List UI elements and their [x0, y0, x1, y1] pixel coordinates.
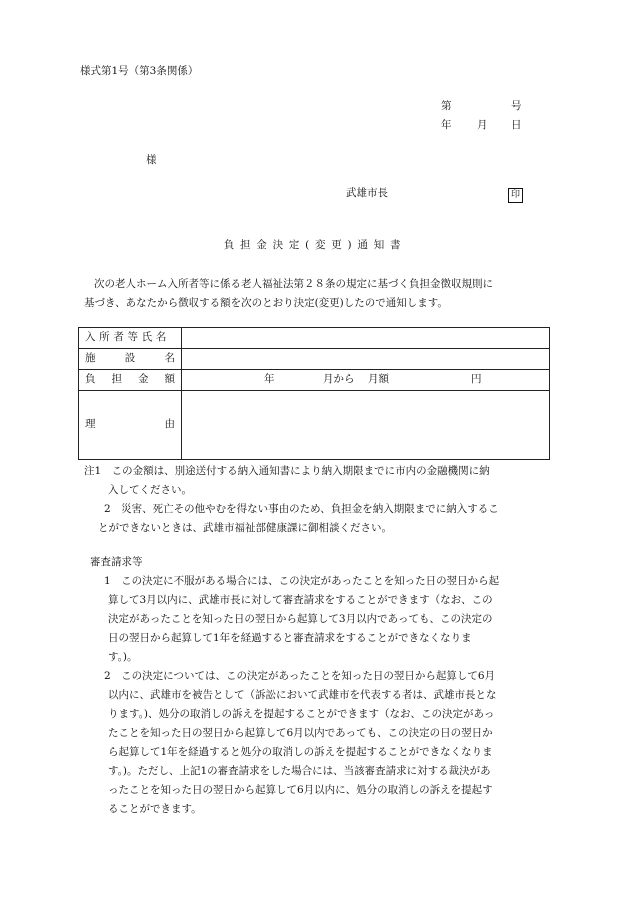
- amount-month-from: 月から: [323, 373, 355, 385]
- form-number: 様式第1号（第3条関係）: [80, 65, 199, 77]
- review-line: ることができます。: [108, 803, 202, 815]
- date-year-label: 年: [441, 119, 452, 131]
- number-label-suffix: 号: [511, 100, 522, 112]
- note-line: 入してください。: [108, 484, 192, 496]
- review-line: ら起算して1年を経過すると処分の取消しの訴えを提起することができなくなりま: [108, 746, 493, 758]
- notes-section: [84, 462, 554, 538]
- resident-name-value[interactable]: [182, 328, 550, 349]
- review-line: 算して3月以内に、武雄市長に対して審査請求をすることができます（なお、この: [108, 594, 493, 606]
- amount-label: 負 担 金 額: [79, 370, 182, 391]
- issuer-name: 武雄市長: [346, 187, 388, 199]
- review-line: 以内に、武雄市を被告として（訴訟において武雄市を代表する者は、武雄市長とな: [108, 689, 497, 701]
- resident-name-label: 入所者等氏名: [79, 328, 182, 349]
- review-line: す。)。ただし、上記1の審査請求をした場合には、当該審査請求に対する裁決があ: [108, 765, 491, 777]
- table-row: [79, 349, 550, 370]
- amount-yen: 円: [471, 373, 482, 385]
- info-table: [78, 327, 550, 460]
- reason-label: 理 由: [79, 391, 182, 460]
- facility-name-value[interactable]: [182, 349, 550, 370]
- reason-value[interactable]: [182, 391, 550, 460]
- review-line: ります。)、処分の取消しの訴えを提起することができます（なお、この決定があっ: [108, 708, 495, 720]
- date-day-label: 日: [511, 119, 522, 131]
- amount-value[interactable]: [182, 370, 550, 391]
- review-line: す。)。: [108, 651, 138, 663]
- amount-monthly: 月額: [368, 373, 389, 385]
- review-line: ったことを知った日の翌日から起算して6月以内に、処分の取消しの訴えを提起す: [108, 784, 493, 796]
- addressee-suffix: 様: [146, 154, 157, 166]
- note-line: 2 災害、死亡その他やむを得ない事由のため、負担金を納入期限までに納入するこ: [104, 503, 499, 515]
- document-title: 負担金決定(変更)通知書: [223, 239, 407, 251]
- table-row: [79, 391, 550, 460]
- intro-line: 基づき、あなたから徴収する額を次のとおり決定(変更)したので通知します。: [84, 297, 448, 309]
- intro-paragraph: [84, 275, 552, 313]
- date-month-label: 月: [477, 119, 488, 131]
- review-line: 2 この決定については、この決定があったことを知った日の翌日から起算して6月: [104, 670, 496, 682]
- review-section: [84, 553, 554, 819]
- intro-line: 次の老人ホーム入所者等に係る老人福祉法第２８条の規定に基づく負担金徴収規則に: [94, 278, 493, 290]
- number-label-prefix: 第: [441, 100, 452, 112]
- review-heading: 審査請求等: [90, 556, 143, 568]
- note-line: 注1 この金額は、別途送付する納入通知書により納入期限までに市内の金融機関に納: [84, 465, 490, 477]
- table-row: [79, 328, 550, 349]
- seal-mark: 印: [508, 188, 523, 203]
- review-line: 決定があったことを知った日の翌日から起算して3月以内であっても、この決定の: [108, 613, 493, 625]
- review-line: たことを知った日の翌日から起算して6月以内であっても、この決定の日の翌日か: [108, 727, 493, 739]
- note-line: とができないときは、武雄市福祉部健康課に御相談ください。: [98, 522, 392, 534]
- facility-name-label: 施 設 名: [79, 349, 182, 370]
- table-row: [79, 370, 550, 391]
- review-line: 1 この決定に不服がある場合には、この決定があったことを知った日の翌日から起: [104, 575, 500, 587]
- review-line: 日の翌日から起算して1年を経過すると審査請求をすることができなくなりま: [108, 632, 472, 644]
- amount-year: 年: [264, 373, 275, 385]
